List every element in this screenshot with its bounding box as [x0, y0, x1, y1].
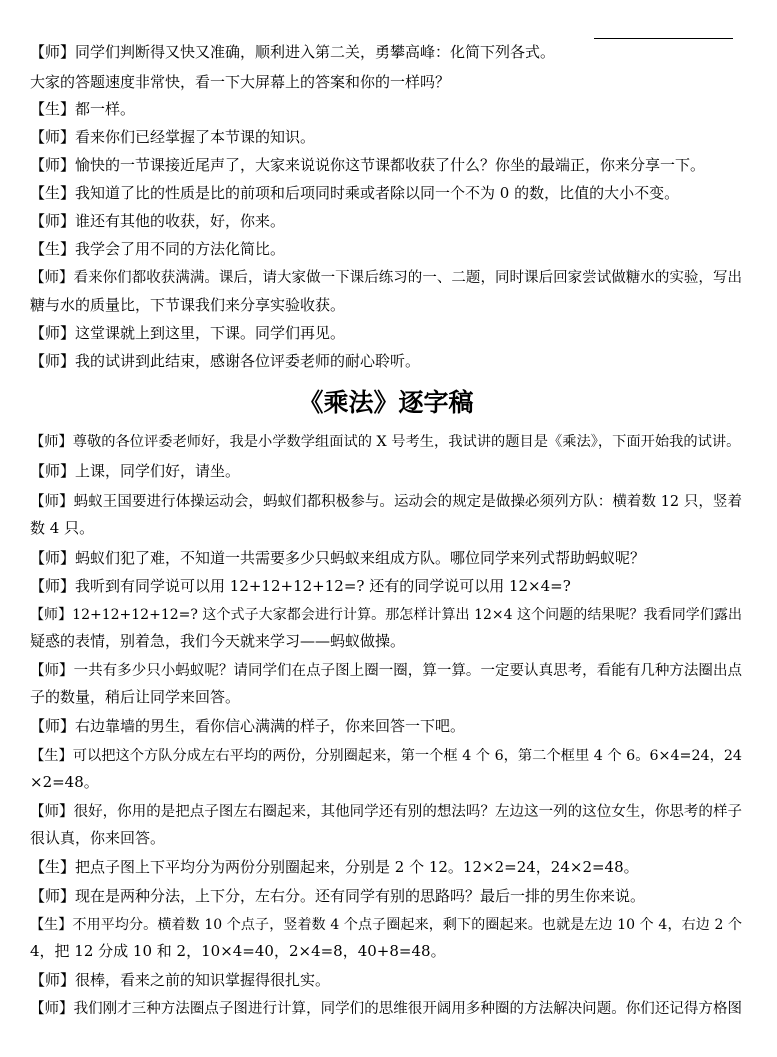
- transcript-line: 【生】我学会了用不同的方法化简比。: [30, 240, 286, 258]
- transcript-line: 【师】看来你们已经掌握了本节课的知识。: [30, 128, 316, 146]
- transcript-line: 很认真，你来回答。: [30, 829, 166, 847]
- transcript-line: 【师】看来你们都收获满满。课后，请大家做一下课后练习的一、二题，同时课后回家尝试做糖水的实验，写出: [30, 270, 742, 286]
- transcript-line: 【生】可以把这个方队分成左右平均的两份，分别圈起来，第一个框 4 个 6，第二个框里 4 个 6。6×4=24，24: [30, 748, 742, 764]
- transcript-line: 疑惑的表情，别着急，我们今天就来学习——蚂蚁做操。: [30, 632, 406, 650]
- transcript-line: 糖与水的质量比，下节课我们来分享实验收获。: [30, 296, 346, 314]
- transcript-line: 【师】这堂课就上到这里，下课。同学们再见。: [30, 324, 346, 342]
- document-title: 《乘法》逐字稿: [298, 388, 474, 417]
- transcript-line: 【师】很棒，看来之前的知识掌握得很扎实。: [30, 971, 331, 989]
- transcript-line: 【师】愉快的一节课接近尾声了，大家来说说你这节课都收获了什么？你坐的最端正，你来分享一下。: [30, 156, 706, 174]
- transcript-line: 【师】一共有多少只小蚂蚁呢？请同学们在点子图上圈一圈，算一算。一定要认真思考，看能有几种方法圈出点: [30, 663, 742, 679]
- transcript-line: 【师】我的试讲到此结束，感谢各位评委老师的耐心聆听。: [30, 352, 421, 370]
- transcript-line: 【师】尊敬的各位评委老师好，我是小学数学组面试的 X 号考生，我试讲的题目是《乘法》，下面开始我的试讲。: [30, 434, 741, 450]
- transcript-line: 【师】我们刚才三种方法圈点子图进行计算，同学们的思维很开阔用多种圈的方法解决问题。你们还记得方格图: [30, 1001, 742, 1017]
- transcript-line: 数 4 只。: [30, 519, 95, 537]
- header-rule: [594, 38, 733, 39]
- transcript-line: 【师】上课，同学们好，请坐。: [30, 462, 241, 480]
- transcript-line: 【师】蚂蚁们犯了难，不知道一共需要多少只蚂蚁来组成方队。哪位同学来列式帮助蚂蚁呢？: [30, 549, 646, 567]
- transcript-line: 【师】很好，你用的是把点子图左右圈起来，其他同学还有别的想法吗？左边这一列的这位女生，你思考的样子: [30, 804, 742, 820]
- transcript-line: ×2=48。: [30, 773, 99, 791]
- transcript-line: 大家的答题速度非常快，看一下大屏幕上的答案和你的一样吗？: [30, 73, 451, 91]
- transcript-line: 【师】右边靠墙的男生，看你信心满满的样子，你来回答一下吧。: [30, 717, 466, 735]
- transcript-line: 【生】不用平均分。横着数 10 个点子，竖着数 4 个点子圈起来，剩下的圈起来。也就是左边 10 个 4，右边 2 个: [30, 917, 742, 933]
- transcript-line: 【生】都一样。: [30, 100, 136, 118]
- transcript-line: 【师】我听到有同学说可以用 12+12+12+12=? 还有的同学说可以用 12×4=?: [30, 577, 571, 595]
- transcript-line: 【师】蚂蚁王国要进行体操运动会，蚂蚁们都积极参与。运动会的规定是做操必须列方队：横着数 12 只，竖着: [30, 494, 742, 510]
- transcript-line: 【师】现在是两种分法，上下分，左右分。还有同学有别的思路吗？最后一排的男生你来说。: [30, 887, 646, 905]
- transcript-line: 【师】谁还有其他的收获，好，你来。: [30, 212, 286, 230]
- transcript-line: 子的数量，稍后让同学来回答。: [30, 688, 241, 706]
- transcript-line: 【生】把点子图上下平均分为两份分别圈起来，分别是 2 个 12。12×2=24，24×2=48。: [30, 858, 639, 876]
- transcript-line: 【生】我知道了比的性质是比的前项和后项同时乘或者除以同一个不为 0 的数，比值的大小不变。: [30, 184, 680, 202]
- transcript-line: 4，把 12 分成 10 和 2，10×4=40，2×4=8，40+8=48。: [30, 942, 446, 960]
- transcript-line: 【师】12+12+12+12=? 这个式子大家都会进行计算。那怎样计算出 12×4 这个问题的结果呢？我看同学们露出: [30, 607, 742, 623]
- transcript-line: 【师】同学们判断得又快又准确，顺利进入第二关，勇攀高峰：化简下列各式。: [30, 43, 556, 61]
